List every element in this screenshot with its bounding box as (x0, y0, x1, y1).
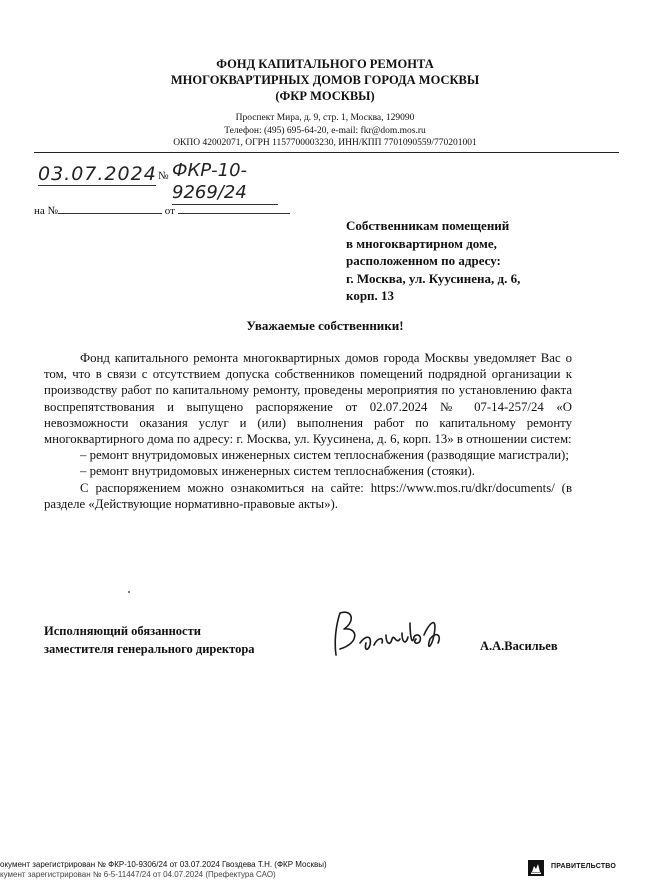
org-line-1: ФОНД КАПИТАЛЬНОГО РЕМОНТА (216, 57, 434, 71)
registration-number-label: № (158, 170, 169, 182)
addressee-line-4: г. Москва, ул. Куусинена, д. 6, (346, 270, 521, 286)
header-divider (34, 152, 619, 153)
footer-line-1: окумент зарегистрирован № ФКР-10-9306/24 от 03.07.2024 Гвоздева Т.Н. (ФКР Москвы) (0, 860, 327, 869)
incoming-date-label: от (164, 205, 175, 217)
incoming-date-blank (178, 203, 290, 214)
signatory-name: А.А.Васильев (480, 639, 558, 653)
organization-name (0, 56, 650, 104)
letter-body (44, 350, 572, 512)
addressee-block (346, 217, 606, 305)
body-list-item-2: – ремонт внутридомовых инженерных систем теплоснабжения (стояки). (80, 464, 475, 479)
signatory-title (44, 622, 255, 658)
incoming-number-label: на № (34, 205, 59, 217)
signatory-title-line-2: заместителя генерального директора (44, 642, 255, 656)
body-paragraph-1: Фонд капитального ремонта многоквартирных домов города Москвы уведомляет Вас о том, что в связи с отсутствием допуска собственников помещений подрядной организации к производству работ по капитальному ремонту, проведены мероприятия по установлению факта воспрепятствования и выпущено распоряжение от 02.07.2024 № 07-14-257/24 «О невозможности оказания услуг и (или) выполнения работ по капитальному ремонту многоквартирного дома по адресу: г. Москва, ул. Куусинена, д. 6, корп. 13» в отношении систем: (44, 351, 572, 447)
body-paragraph-2: С распоряжением можно ознакомиться на сайте: https://www.mos.ru/dkr/documents/ (в разделе «Действующие нормативно-правовые акты»). (44, 480, 572, 511)
organization-contacts (0, 112, 650, 150)
org-line-2: МНОГОКВАРТИРНЫХ ДОМОВ ГОРОДА МОСКВЫ (170, 73, 480, 87)
registration-number: ФКР-10-9269/24 (172, 160, 278, 205)
registration-footer (0, 860, 327, 879)
addressee-line-2: в многоквартирном доме, (346, 235, 497, 251)
addressee-line-1: Собственникам помещений (346, 218, 510, 233)
org-phone: Телефон: (495) 695-64-20, e-mail: fkr@dom.mos.ru (224, 125, 426, 136)
signatory-title-line-1: Исполняющий обязанности (44, 624, 201, 638)
org-address: Проспект Мира, д. 9, стр. 1, Москва, 129090 (235, 113, 415, 123)
registration-date: 03.07.2024 (38, 163, 157, 185)
body-list-item-1: – ремонт внутридомовых инженерных систем теплоснабжения (разводящие магистрали); (80, 448, 569, 463)
footer-line-2: кумент зарегистрирован № 6-5-11447/24 от 04.07.2024 (Префектура САО) (0, 869, 276, 879)
handwritten-signature (326, 605, 456, 665)
addressee-line-5: корп. 13 (346, 288, 395, 303)
incoming-number-blank (58, 203, 162, 214)
addressee-line-3: расположенном по адресу: (346, 253, 501, 268)
scan-speck (128, 591, 130, 593)
government-label: ПРАВИТЕЛЬСТВО (551, 863, 617, 870)
incoming-reference (34, 203, 290, 217)
org-line-3: (ФКР МОСКВЫ) (275, 89, 375, 103)
salutation: Уважаемые собственники! (246, 318, 404, 333)
moscow-coat-of-arms-icon (528, 860, 544, 876)
org-ids: ОКПО 42002071, ОГРН 1157700003230, ИНН/КПП 7701090559/770201001 (173, 138, 477, 148)
